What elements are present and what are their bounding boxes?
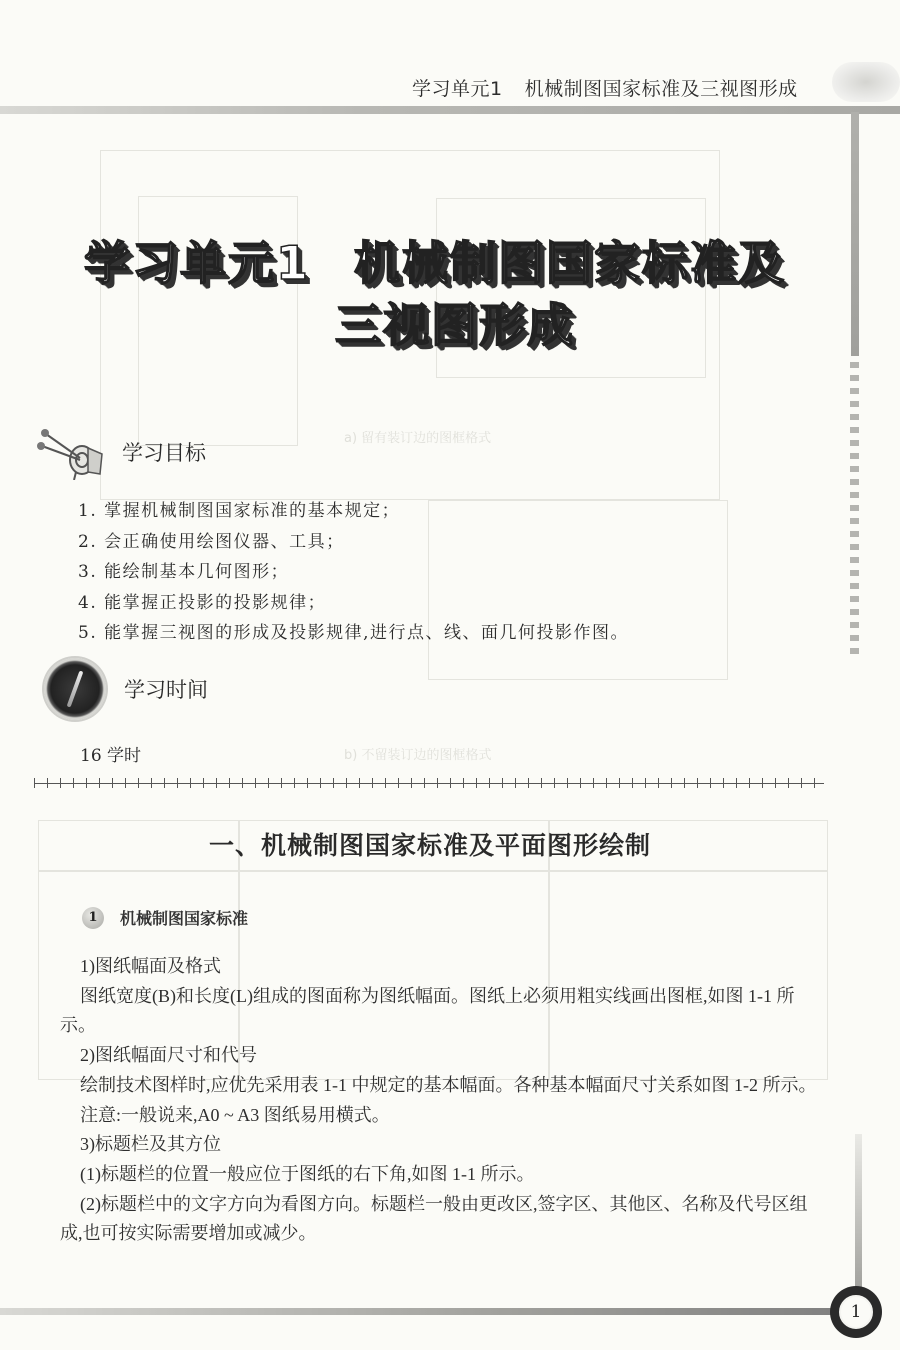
chapter-title-line1: 机械制图国家标准及 (354, 236, 786, 290)
clock-icon (44, 658, 106, 720)
objective-item: 4. 能掌握正投影的投影规律； (78, 592, 327, 613)
study-time-heading-row (44, 658, 208, 720)
objectives-list (78, 496, 629, 649)
page-number-badge (830, 1286, 882, 1338)
section-number-badge: 1 (82, 907, 104, 929)
dashed-divider (34, 778, 824, 788)
target-darts-icon (36, 424, 108, 480)
running-header-title: 机械制图国家标准及三视图形成 (524, 78, 798, 100)
page-number: 1 (839, 1295, 873, 1329)
header-decoration (832, 62, 900, 102)
objective-item: 3. 能绘制基本几何图形； (78, 562, 290, 582)
objective-item: 1. 掌握机械制图国家标准的基本规定； (78, 501, 401, 521)
body-paragraph: 2)图纸幅面尺寸和代号 (80, 1045, 257, 1066)
body-paragraph: 绘制技术图样时,应优先采用表 1-1 中规定的基本幅面。各种基本幅面尺寸关系如图 1-2 所示。 (80, 1074, 817, 1095)
chapter-title (0, 232, 900, 356)
study-hours: 16 学时 (80, 746, 142, 766)
chapter-unit: 学习单元1 (83, 236, 310, 290)
objective-item: 5. 能掌握三视图的形成及投影规律,进行点、线、面几何投影作图。 (78, 623, 630, 643)
objectives-heading: 学习目标 (122, 441, 206, 465)
study-time-heading: 学习时间 (124, 678, 208, 702)
body-paragraph: 注意:一般说来,A0 ~ A3 图纸易用横式。 (80, 1104, 390, 1125)
running-header-unit: 学习单元1 (412, 78, 503, 100)
body-paragraph: (1)标题栏的位置一般应位于图纸的右下角,如图 1-1 所示。 (80, 1163, 535, 1184)
header-rule (0, 106, 900, 114)
body-paragraph: 图纸宽度(B)和长度(L)组成的图面称为图纸幅面。图纸上必须用粗实线画出图框,如图 1-1 所示。 (60, 985, 795, 1036)
body-paragraph: 3)标题栏及其方位 (80, 1134, 221, 1155)
part-title: 一、机械制图国家标准及平面图形绘制 (208, 831, 651, 860)
body-text (60, 952, 826, 1249)
running-header (412, 74, 798, 101)
footer-rule (0, 1308, 840, 1315)
objectives-heading-row (36, 424, 206, 480)
chapter-title-line2: 三视图形成 (335, 298, 575, 352)
section-title: 机械制图国家标准 (120, 909, 249, 928)
section-heading (82, 906, 248, 929)
body-paragraph: (2)标题栏中的文字方向为看图方向。标题栏一般由更改区,签字区、其他区、名称及代号区组成,也可按实际需要增加或减少。 (60, 1193, 808, 1244)
footer-vertical-bar (855, 1134, 862, 1304)
side-tick-decoration (850, 362, 859, 661)
body-paragraph: 1)图纸幅面及格式 (80, 956, 221, 976)
objective-item: 2. 会正确使用绘图仪器、工具； (78, 531, 345, 552)
